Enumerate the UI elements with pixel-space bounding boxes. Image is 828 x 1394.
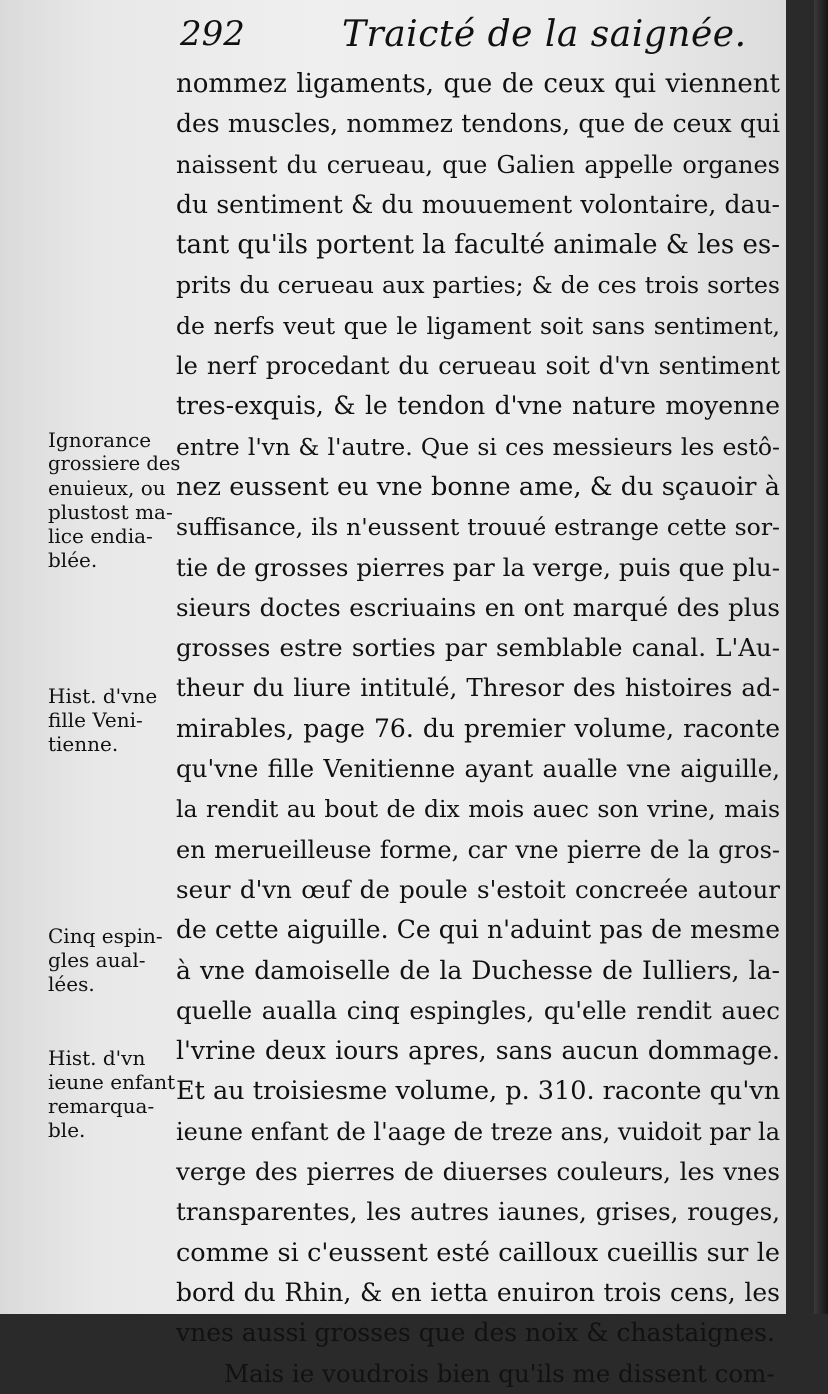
text-line: prits du cerueau aux parties; & de ces trois sortes [176, 271, 780, 300]
margin-note-line: blée. [48, 548, 98, 572]
body-text [176, 64, 780, 1394]
text-line: Et au troisiesme volume, p. 310. raconte qu'vn [176, 1076, 781, 1107]
text-line: le nerf procedant du cerueau soit d'vn sentiment [176, 352, 780, 381]
text-line: tie de grosses pierres par la verge, puis que plu- [176, 552, 780, 582]
text-line: tres-exquis, & le tendon d'vne nature moyenne [176, 391, 780, 421]
text-line: seur d'vn œuf de poule s'estoit concreée autour [176, 874, 780, 904]
margin-note-line: gles aual- [48, 948, 146, 972]
margin-note-line: Hist. d'vne [48, 684, 158, 708]
margin-note-cinq-espingles [48, 924, 180, 996]
margin-note-line: Ignorance [48, 428, 152, 452]
text-line: transparentes, les autres iaunes, grises, rouges, [176, 1197, 780, 1227]
text-line: verge des pierres de diuerses couleurs, les vnes [176, 1157, 780, 1187]
text-line: quelle aualla cinq espingles, qu'elle rendit auec [176, 995, 780, 1025]
text-line: bord du Rhin, & en ietta enuiron trois cens, les [176, 1277, 780, 1307]
text-line: mirables, page 76. du premier volume, raconte [176, 713, 780, 743]
text-line: qu'vne fille Venitienne ayant aualle vne aiguille, [176, 754, 780, 784]
text-line: entre l'vn & l'autre. Que si ces messieurs les estô- [176, 432, 780, 461]
text-line: tant qu'ils portent la faculté animale & les es- [176, 230, 781, 261]
text-line: sieurs doctes escriuains en ont marqué des plus [176, 592, 780, 622]
page-edge-shadow [814, 0, 828, 1314]
margin-note-line: Cinq espin- [48, 924, 163, 948]
margin-note-line: ieune enfant [48, 1070, 176, 1094]
margin-note-line: lice endia- [48, 524, 153, 548]
text-line: theur du liure intitulé, Thresor des histoires ad- [176, 673, 780, 703]
text-line: à vne damoiselle de la Duchesse de Iulliers, la- [176, 955, 780, 985]
margin-note-line: fille Veni- [48, 708, 143, 732]
text-line: suffisance, ils n'eussent trouué estrange cette sor- [176, 513, 780, 542]
text-line: de cette aiguille. Ce qui n'aduint pas de mesme [176, 915, 780, 945]
text-line: vnes aussi grosses que des noix & chastaignes. [176, 1318, 775, 1348]
text-line: en merueilleuse forme, car vne pierre de la gros- [176, 835, 780, 864]
text-line: comme si c'eussent esté cailloux cueillis sur le [176, 1237, 780, 1268]
text-line: du sentiment & du mouuement volontaire, dau- [176, 189, 780, 219]
margin-note-ignorance [48, 428, 180, 572]
margin-note-line: plustost ma- [48, 500, 173, 524]
page-number: 292 [180, 14, 245, 54]
text-line: ieune enfant de l'aage de treze ans, vuidoit par la [176, 1117, 781, 1146]
margin-note-line: remarqua- [48, 1094, 155, 1118]
running-title: Traicté de la saignée. [342, 14, 747, 55]
text-line: de nerfs veut que le ligament soit sans sentiment, [176, 311, 780, 340]
text-line: naissent du cerueau, que Galien appelle organes [176, 150, 780, 179]
text-line: l'vrine deux iours apres, sans aucun dommage. [176, 1036, 780, 1066]
paragraph-start-line: Mais ie voudrois bien qu'ils me dissent com- [224, 1358, 775, 1388]
text-line: nez eussent eu vne bonne ame, & du sçauoir à [176, 471, 780, 502]
text-line: la rendit au bout de dix mois auec son vrine, mais [176, 795, 780, 824]
margin-notes [0, 0, 180, 1314]
margin-note-line: tienne. [48, 732, 119, 756]
margin-note-line: ble. [48, 1118, 86, 1142]
margin-note-ieune-enfant [48, 1046, 180, 1142]
margin-note-line: lées. [48, 972, 95, 996]
margin-note-fille-venitienne [48, 684, 180, 756]
text-line: grosses estre sorties par semblable canal. L'Au- [176, 633, 780, 663]
margin-note-line: Hist. d'vn [48, 1046, 146, 1070]
text-line: nommez ligaments, que de ceux qui viennent [176, 69, 780, 99]
margin-note-line: grossiere des [48, 452, 181, 475]
margin-note-line: enuieux, ou [48, 476, 166, 500]
text-line: des muscles, nommez tendons, que de ceux qui [176, 109, 780, 139]
